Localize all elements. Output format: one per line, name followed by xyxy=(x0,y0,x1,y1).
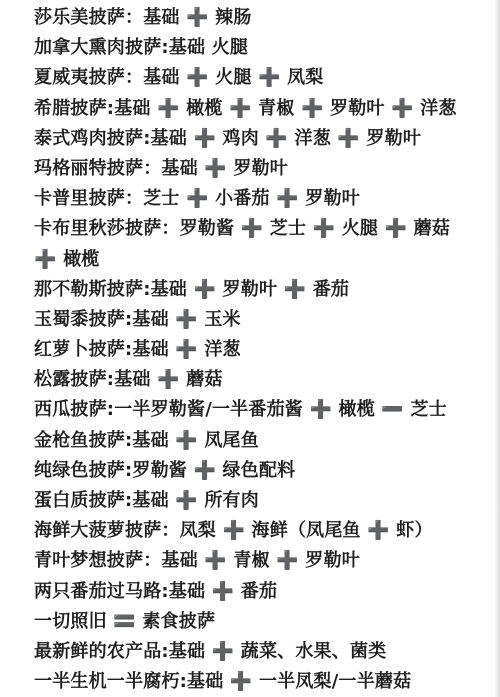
recipe-line: 加拿大熏肉披萨:基础 火腿 xyxy=(34,37,249,59)
recipe-line: 那不勒斯披萨:基础 ➕ 罗勒叶 ➕ 番茄 xyxy=(34,278,350,300)
recipe-line: 海鲜大菠萝披萨：凤梨 ➕ 海鲜（凤尾鱼 ➕ 虾） xyxy=(34,520,433,542)
recipe-line: 纯绿色披萨:罗勒酱 ➕ 绿色配料 xyxy=(34,459,296,481)
recipe-line: 夏威夷披萨：基础 ➕ 火腿 ➕ 凤梨 xyxy=(34,67,324,89)
recipe-line: 最新鲜的农产品:基础 ➕ 蔬菜、水果、菌类 xyxy=(34,640,387,662)
recipe-line: 玛格丽特披萨：基础 ➕ 罗勒叶 xyxy=(34,157,288,179)
recipe-line: 玉蜀黍披萨:基础 ➕ 玉米 xyxy=(34,308,241,330)
recipe-line: 一切照旧 🟰 素食披萨 xyxy=(34,610,216,632)
recipe-line: 泰式鸡肉披萨:基础 ➕ 鸡肉 ➕ 洋葱 ➕ 罗勒叶 xyxy=(34,127,422,149)
pizza-recipe-list xyxy=(34,3,494,697)
recipe-line: 希腊披萨:基础 ➕ 橄榄 ➕ 青椒 ➕ 罗勒叶 ➕ 洋葱 xyxy=(34,97,457,119)
recipe-line: 莎乐美披萨：基础 ➕ 辣肠 xyxy=(34,7,252,28)
recipe-line: 松露披萨:基础 ➕ 蘑菇 xyxy=(34,369,223,391)
recipe-line: 青叶梦想披萨：基础 ➕ 青椒 ➕ 罗勒叶 xyxy=(34,550,360,572)
recipe-line-continuation: ➕ 橄榄 xyxy=(34,248,100,270)
recipe-line: 蛋白质披萨:基础 ➕ 所有肉 xyxy=(34,490,259,511)
recipe-line: 卡普里披萨：芝士 ➕ 小番茄 ➕ 罗勒叶 xyxy=(34,188,360,210)
recipe-line: 红萝卜披萨:基础 ➕ 洋葱 xyxy=(34,339,241,361)
recipe-line: 两只番茄过马路:基础 ➕ 番茄 xyxy=(34,580,278,602)
recipe-line: 卡布里秋莎披萨：罗勒酱 ➕ 芝士 ➕ 火腿 ➕ 蘑菇 xyxy=(34,218,451,240)
recipe-line: 金枪鱼披萨:基础 ➕ 凤尾鱼 xyxy=(34,429,259,451)
recipe-line: 一半生机一半腐朽:基础 ➕ 一半凤梨/一半蘑菇 xyxy=(34,671,412,693)
scroll-edge xyxy=(494,0,500,697)
recipe-line: 西瓜披萨:一半罗勒酱/一半番茄酱 ➕ 橄榄 ➖ 芝士 xyxy=(34,399,447,421)
